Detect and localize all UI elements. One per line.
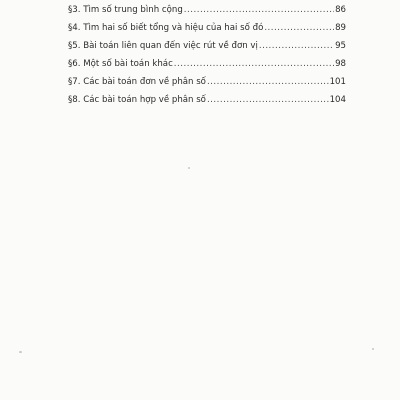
toc-entry-page: 95 xyxy=(335,41,346,51)
toc-dot-leader xyxy=(259,37,334,55)
toc-entry-page: 104 xyxy=(329,95,346,105)
toc-entry-4 xyxy=(68,19,346,37)
toc-entry-page: 101 xyxy=(329,77,346,87)
toc-entry-8 xyxy=(68,91,346,109)
toc-dot-leader xyxy=(207,91,329,109)
table-of-contents xyxy=(68,1,346,109)
toc-entry-7 xyxy=(68,73,346,91)
scan-speck xyxy=(188,167,190,169)
toc-entry-title: §4. Tìm hai số biết tổng và hiệu của hai số đó xyxy=(68,23,264,33)
toc-entry-page: 89 xyxy=(335,23,346,33)
toc-entry-6 xyxy=(68,55,346,73)
toc-dot-leader xyxy=(174,55,334,73)
toc-entry-title: §3. Tìm số trung bình cộng xyxy=(68,5,183,15)
toc-entry-page: 98 xyxy=(335,59,346,69)
toc-entry-title: §5. Bài toán liên quan đến việc rút về đơn vị xyxy=(68,41,258,51)
toc-entry-title: §7. Các bài toán đơn về phân số xyxy=(68,77,206,87)
toc-dot-leader xyxy=(264,19,334,37)
scan-speck xyxy=(19,351,22,353)
scan-speck xyxy=(372,348,374,350)
toc-entry-page: 86 xyxy=(335,5,346,15)
toc-entry-title: §8. Các bài toán hợp về phân số xyxy=(68,95,206,105)
toc-entry-5 xyxy=(68,37,346,55)
toc-entry-title: §6. Một số bài toán khác xyxy=(68,59,173,69)
toc-entry-3 xyxy=(68,1,346,19)
toc-dot-leader xyxy=(184,1,334,19)
toc-dot-leader xyxy=(207,73,329,91)
